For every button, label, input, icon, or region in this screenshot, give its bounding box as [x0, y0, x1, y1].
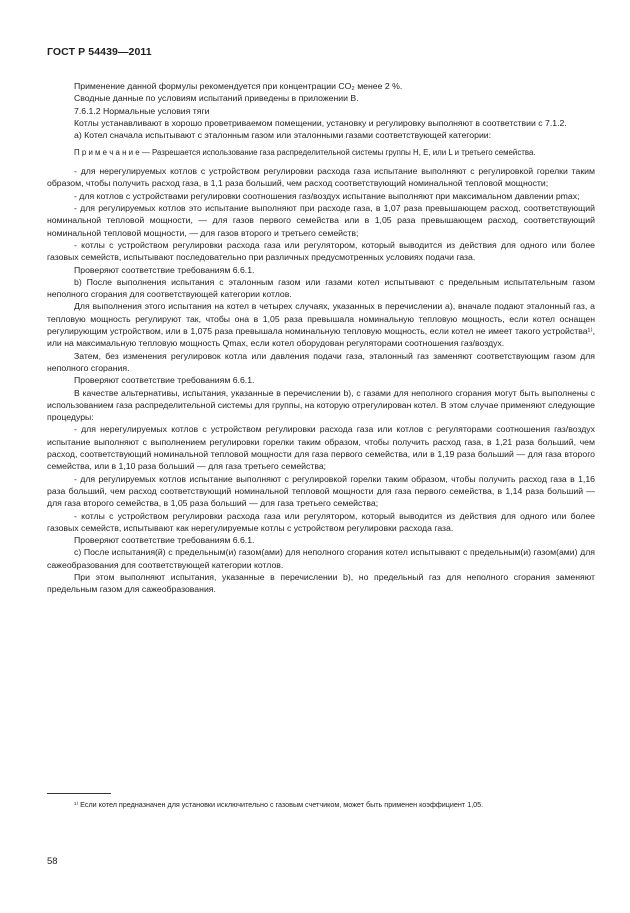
list-item: - для котлов с устройствами регулировки соотношения газ/воздух испытание выполняют при максимальном давлении pmax;: [74, 190, 580, 201]
note: П р и м е ч а н и е — Разрешается использование газа распределительной системы группы H, E, или L и третьего семейства.: [74, 148, 536, 158]
list-item: а) Котел сначала испытывают с эталонным газом или эталонными газами соответствующей категории:: [74, 130, 492, 141]
paragraph: Для выполнения этого испытания на котел в четырех случаях, указанных в перечислении а), вначале подают эталонный газ, а тепловую мощность регулируют так, чтобы она в 1,05 раза превышала номинальную тепловую мощность, если котел оснащен регулирующим устройством, или в 1,075 раза превышала номинальную тепловую мощность, если котел не имеет такого устройства¹⁾, или на максимальную тепловую мощность Qmax, если котел оборудован регуляторами соотношения газ/воздух.: [47, 301, 595, 349]
paragraph: В качестве альтернативы, испытания, указанные в перечислении b), с газами для неполного сгорания могут быть выполнены с использованием газа распределительной системы для группы, на которую отрегулирован котел. В этом случае применяют следующие процедуры:: [47, 387, 595, 423]
document-header: ГОСТ Р 54439—2011: [47, 46, 152, 58]
list-item: b) После выполнения испытания с эталонным газом или газами котел испытывают с предельным испытательным газом неполного сгорания для соответствующей категории котлов.: [47, 276, 595, 300]
paragraph: Сводные данные по условиям испытаний приведены в приложении B.: [74, 93, 359, 104]
list-item: - котлы с устройством регулировки расхода газа или регулятором, который выводится из действия для одного или более газовых семейств, испытывают последовательно при различных предусмотренных условиях подачи газа.: [47, 239, 595, 263]
list-item: - для нерегулируемых котлов с устройством регулировки расхода газа испытание выполняют с регулировкой горелки таким образом, чтобы получить расход газа, в 1,1 раза больший, чем расход соответствующий номинальной тепловой мощности;: [47, 166, 595, 189]
list-item: - для нерегулируемых котлов с устройством регулировки расхода газа или котлов с регуляторами соотношения газ/воздух испытание выполняют с выполнением регулировки горелки таким образом, чтобы получить расход газа, в 1,21 раза больший, чем расход, соответствующий номинальной тепловой мощности для газа первого семейства, или в 1,19 раза больший — для газа второго семейства, или в 1,10 раза больший — для газа третьего семейства;: [47, 424, 595, 472]
paragraph: Проверяют соответствие требованиям 6.6.1.: [74, 535, 255, 546]
paragraph: Проверяют соответствие требованиям 6.6.1.: [74, 264, 255, 275]
paragraph: Затем, без изменения регулировок котла или давления подачи газа, эталонный газ заменяют соответствующим газом для неполного сгорания.: [47, 350, 595, 373]
footnote-divider: [47, 793, 111, 794]
list-item: - для регулируемых котлов испытание выполняют с регулировкой горелки таким образом, чтобы получить расход газа в 1,16 раза больший, чем расход соответствующий номинальной тепловой мощности для газа первого семейства, в 1,14 раза больший — для газа второго семейства, в 1,05 раза больший — для газа третьего семейства;: [47, 473, 595, 509]
paragraph: Котлы устанавливают в хорошо проветриваемом помещении, установку и регулировку выполняют в соответствии с 7.1.2.: [74, 117, 567, 128]
list-item: - котлы с устройством регулировки расхода газа или регулятором, который выводится из действия для одного или более газовых семейств, испытывают как нерегулируемые котлы с устройством регулировки расхода газа.: [47, 510, 595, 533]
footnote: ¹⁾ Если котел предназначен для установки исключительно с газовым счетчиком, может быть применен коэффициент 1,05.: [74, 800, 484, 809]
paragraph: Проверяют соответствие требованиям 6.6.1.: [74, 375, 255, 386]
paragraph: Применение данной формулы рекомендуется при концентрации CO₂ менее 2 %.: [74, 81, 403, 91]
list-item: - для регулируемых котлов это испытание выполняют при расходе газа, в 1,07 раза превышающем расход, соответствующий номинальной тепловой мощности, — для газов первого семейства или в 1,05 раза превышающем расход, соответствующий номинальной тепловой мощности, — для газов второго и третьего семейств;: [47, 203, 595, 238]
paragraph: При этом выполняют испытания, указанные в перечислении b), но предельный газ для неполного сгорания заменяют предельным газом для сажеобразования.: [47, 571, 595, 595]
document-body: [47, 80, 595, 596]
list-item: с) После испытания(й) с предельным(и) газом(ами) для неполного сгорания котел испытывают с предельным(и) газом(ами) для сажеобразования для соответствующей категории котлов.: [47, 547, 595, 570]
page-number: 58: [47, 856, 58, 867]
section-heading: 7.6.1.2 Нормальные условия тяги: [74, 105, 210, 116]
